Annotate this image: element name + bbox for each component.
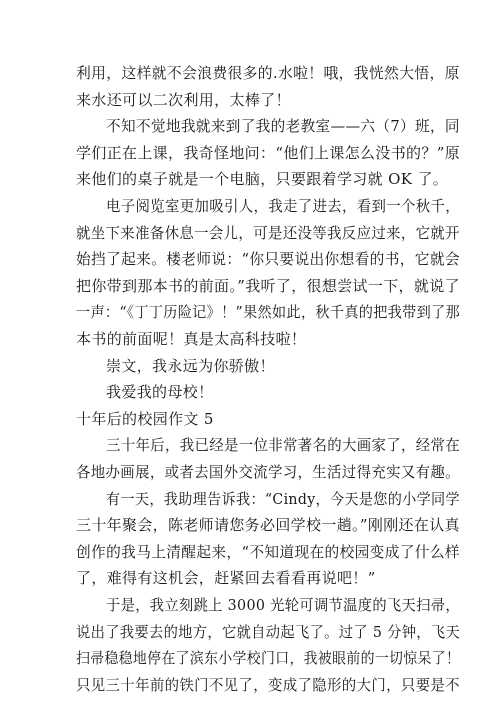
text-line: 始挡了起来。楼老师说：“你只要说出你想看的书，它就会 xyxy=(76,250,460,269)
text-line: 于是，我立刻跳上 3000 光轮可调节温度的飞天扫帚， xyxy=(106,596,460,614)
text-line: 各地办画展，或者去国外交流学习，生活过得充实又有趣。 xyxy=(76,463,460,481)
text-line: 一声：“《丁丁历险记》！”果然如此，秋千真的把我带到了那 xyxy=(76,303,460,322)
text-line: 我爱我的母校！ xyxy=(106,383,214,402)
text-line: 只见三十年前的铁门不见了，变成了隐形的大门，只要是不 xyxy=(76,675,460,694)
text-line: 电子阅览室更加吸引人，我走了进去，看到一个秋千， xyxy=(106,197,461,215)
text-line: 说出了我要去的地方，它就自动起飞了。过了 5 分钟，飞天 xyxy=(76,622,461,641)
text-line: 来他们的桌子就是一个电脑，只要跟着学习就 OK 了。 xyxy=(76,170,449,189)
text-line: 把你带到那本书的前面。”我听了，很想尝试一下，就说了 xyxy=(76,276,460,295)
text-line: 创作的我马上清醒起来，“不知道现在的校园变成了什么样 xyxy=(76,542,460,561)
text-line: 不知不觉地我就来到了我的老教室——六（7）班，同 xyxy=(106,117,460,136)
text-line: 就坐下来准备休息一会儿，可是还没等我反应过来，它就开 xyxy=(76,223,460,242)
text-line: 学们正在上课，我奇怪地问：“他们上课怎么没书的？”原 xyxy=(76,143,461,162)
section-heading: 十年后的校园作文 5 xyxy=(76,409,214,428)
text-line: 三十年后，我已经是一位非常著名的大画家了，经常在 xyxy=(106,436,461,455)
text-line: 崇文，我永远为你骄傲！ xyxy=(106,356,275,375)
text-line: 本书的前面呢！真是太高科技啦！ xyxy=(76,330,307,348)
text-line: 有一天，我助理告诉我：“Cindy，今天是您的小学同学 xyxy=(106,489,460,508)
text-line: 扫帚稳稳地停在了滨东小学校门口，我被眼前的一切惊呆了！ xyxy=(76,649,461,668)
text-line: 来水还可以二次利用，太棒了！ xyxy=(76,90,291,109)
text-line: 三十年聚会，陈老师请您务必回学校一趟。”刚刚还在认真 xyxy=(76,516,460,535)
text-line: 利用，这样就不会浪费很多的.水啦！哦，我恍然大悟，原 xyxy=(76,64,460,82)
text-line: 了，难得有这机会，赶紧回去看看再说吧！” xyxy=(76,569,376,588)
